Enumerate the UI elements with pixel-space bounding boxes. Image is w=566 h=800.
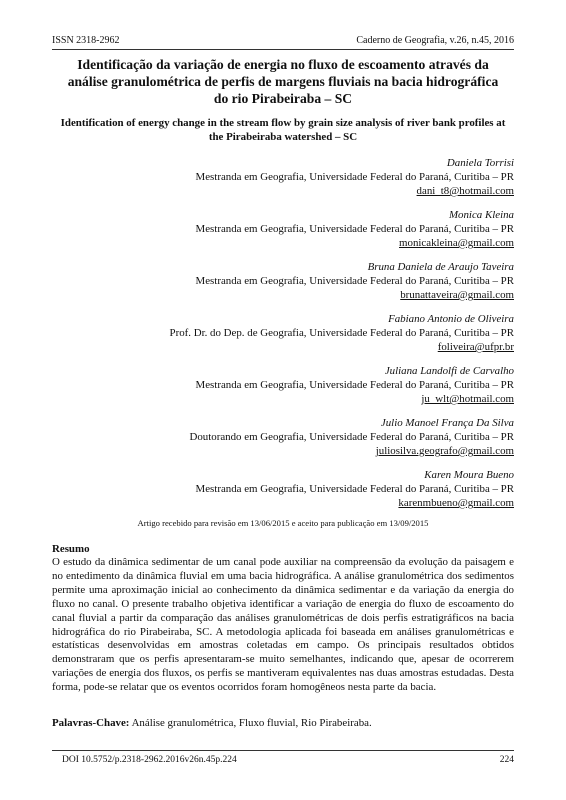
issn-label: ISSN 2318-2962 bbox=[52, 35, 120, 46]
author-name: Julio Manoel França Da Silva bbox=[380, 417, 514, 429]
author-name: Juliana Landolfi de Carvalho bbox=[384, 365, 514, 377]
abstract-body: O estudo da dinâmica sedimentar de um canal pode auxiliar na compreensão da evolução da paisagem e no entedimento da dinâmica fluvial em uma bacia hidrográfica. A análise granulométrica dos sedimentos permite uma aproximação inicial ao conhecimento da dinâmica sedimentar e da variação da energia do fluxo no canal. O presente trabalho objetiva identificar a variação de energia do fluxo de escoamento do canal fluvial a partir da comparação das análises granulométricas de dois perfis estratigráficos na bacia hidrográfica do rio Pirabeiraba, SC. A metodologia aplicada foi baseada em análises granulométricas e estatísticas desenvolvidas em amostras coletadas em campo. Os principais resultados obtidos demonstraram que os perfis apresentaram-se muito semelhantes, indicando que, apesar de ocorrerem variações de energia dos fluxos, os perfis se mantiveram equivalentes nas duas amostras estudadas. Desta forma, pode-se relatar que os eventos ocorridos foram homogêneos nesta parte da bacia. bbox=[52, 556, 514, 694]
author-email-link[interactable]: dani_t8@hotmail.com bbox=[416, 185, 514, 197]
author-name: Bruna Daniela de Araujo Taveira bbox=[367, 261, 514, 273]
footer-divider bbox=[52, 750, 514, 751]
author-name: Daniela Torrisi bbox=[446, 157, 514, 169]
keywords-label: Palavras-Chave: bbox=[52, 717, 130, 729]
page-header bbox=[52, 35, 514, 46]
author-entry bbox=[74, 260, 514, 302]
author-name: Monica Kleina bbox=[448, 209, 514, 221]
received-note: Artigo recebido para revisão em 13/06/2015 e aceito para publicação em 13/09/2015 bbox=[137, 518, 429, 528]
journal-label: Caderno de Geografia, v.26, n.45, 2016 bbox=[356, 35, 514, 46]
author-entry bbox=[74, 416, 514, 458]
author-entry bbox=[74, 468, 514, 510]
author-affiliation: Prof. Dr. do Dep. de Geografia, Universidade Federal do Paraná, Curitiba – PR bbox=[169, 327, 514, 339]
author-email-link[interactable]: brunattaveira@gmail.com bbox=[400, 289, 514, 301]
header-divider bbox=[52, 49, 514, 50]
author-list bbox=[74, 156, 514, 520]
doi-label: DOI 10.5752/p.2318-2962.2016v26n.45p.224 bbox=[62, 755, 237, 765]
author-affiliation: Mestranda em Geografia, Universidade Federal do Paraná, Curitiba – PR bbox=[195, 223, 514, 235]
abstract-heading: Resumo bbox=[52, 543, 90, 555]
keywords-text: Análise granulométrica, Fluxo fluvial, Rio Pirabeiraba. bbox=[131, 717, 372, 729]
title-english: Identification of energy change in the stream flow by grain size analysis of river bank profiles at the Pirabeiraba watershed – SC bbox=[60, 117, 506, 143]
page-footer bbox=[62, 755, 514, 765]
author-email-link[interactable]: karenmbueno@gmail.com bbox=[398, 497, 514, 509]
author-name: Karen Moura Bueno bbox=[424, 469, 514, 481]
author-entry bbox=[74, 364, 514, 406]
author-entry bbox=[74, 156, 514, 198]
page-number: 224 bbox=[499, 755, 514, 765]
author-affiliation: Mestranda em Geografia, Universidade Federal do Paraná, Curitiba – PR bbox=[195, 171, 514, 183]
author-affiliation: Doutorando em Geografia, Universidade Federal do Paraná, Curitiba – PR bbox=[189, 431, 514, 443]
author-email-link[interactable]: juliosilva.geografo@gmail.com bbox=[375, 445, 514, 457]
author-name: Fabiano Antonio de Oliveira bbox=[388, 313, 514, 325]
keywords-line bbox=[52, 717, 514, 729]
author-affiliation: Mestranda em Geografia, Universidade Federal do Paraná, Curitiba – PR bbox=[195, 275, 514, 287]
author-email-link[interactable]: ju_wlt@hotmail.com bbox=[421, 393, 514, 405]
author-entry bbox=[74, 208, 514, 250]
author-email-link[interactable]: monicakleina@gmail.com bbox=[399, 237, 514, 249]
author-entry bbox=[74, 312, 514, 354]
author-email-link[interactable]: foliveira@ufpr.br bbox=[437, 341, 514, 353]
title-portuguese: Identificação da variação de energia no fluxo de escoamento através da análise granulométrica de perfis de margens fluviais na bacia hidrográfica do rio Pirabeiraba – SC bbox=[67, 57, 499, 106]
author-affiliation: Mestranda em Geografia, Universidade Federal do Paraná, Curitiba – PR bbox=[195, 483, 514, 495]
author-affiliation: Mestranda em Geografia, Universidade Federal do Paraná, Curitiba – PR bbox=[195, 379, 514, 391]
